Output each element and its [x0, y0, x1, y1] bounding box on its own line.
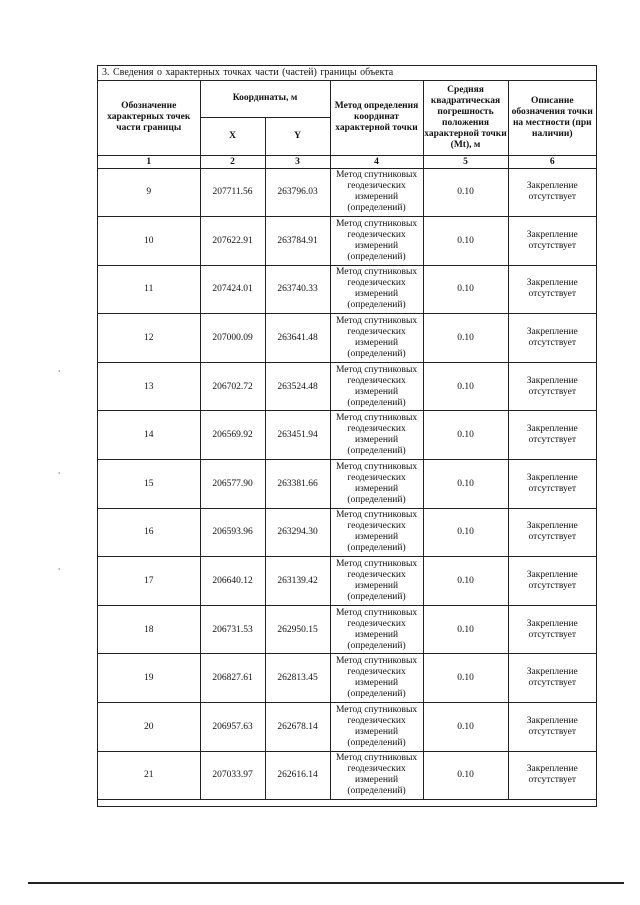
- cell-x: 206577.90: [200, 460, 265, 509]
- boundary-points-table: [98, 81, 596, 800]
- cell-description: Закрепление отсутствует: [508, 217, 596, 266]
- cell-point: 16: [98, 508, 200, 557]
- cell-method: Метод спутниковых геодезических измерений (определений): [330, 654, 423, 703]
- cell-error: 0.10: [423, 460, 508, 509]
- cell-method: Метод спутниковых геодезических измерений (определений): [330, 703, 423, 752]
- cell-error: 0.10: [423, 508, 508, 557]
- table-row: [98, 362, 596, 411]
- cell-y: 262950.15: [265, 605, 330, 654]
- column-number: 6: [508, 155, 596, 168]
- table-row: [98, 703, 596, 752]
- cell-x: 207622.91: [200, 217, 265, 266]
- cell-y: 263451.94: [265, 411, 330, 460]
- table-row: [98, 168, 596, 217]
- cell-x: 206593.96: [200, 508, 265, 557]
- cell-x: 207711.56: [200, 168, 265, 217]
- cell-x: 206569.92: [200, 411, 265, 460]
- header-x: X: [200, 117, 265, 155]
- cell-error: 0.10: [423, 703, 508, 752]
- cell-y: 263641.48: [265, 314, 330, 363]
- column-number: 1: [98, 155, 200, 168]
- boundary-points-section: [97, 65, 597, 807]
- scan-artifact-mark: ⸱: [58, 565, 61, 575]
- header-error: Средняя квадратическая погрешность положения характерной точки (Mt), м: [423, 81, 508, 155]
- cell-y: 262813.45: [265, 654, 330, 703]
- cell-method: Метод спутниковых геодезических измерений (определений): [330, 168, 423, 217]
- table-row: [98, 654, 596, 703]
- column-number: 4: [330, 155, 423, 168]
- cell-error: 0.10: [423, 751, 508, 800]
- cell-point: 13: [98, 362, 200, 411]
- cell-y: 262678.14: [265, 703, 330, 752]
- cell-error: 0.10: [423, 557, 508, 606]
- header-description: Описание обозначения точки на местности (при наличии): [508, 81, 596, 155]
- cell-x: 206957.63: [200, 703, 265, 752]
- cell-point: 14: [98, 411, 200, 460]
- cell-description: Закрепление отсутствует: [508, 751, 596, 800]
- cell-description: Закрепление отсутствует: [508, 703, 596, 752]
- cell-x: 207424.01: [200, 265, 265, 314]
- cell-error: 0.10: [423, 362, 508, 411]
- cell-point: 19: [98, 654, 200, 703]
- cell-method: Метод спутниковых геодезических измерений (определений): [330, 557, 423, 606]
- cell-error: 0.10: [423, 411, 508, 460]
- scan-artifact-mark: ⸱: [58, 367, 61, 377]
- cell-x: 206702.72: [200, 362, 265, 411]
- cell-x: 207033.97: [200, 751, 265, 800]
- cell-error: 0.10: [423, 217, 508, 266]
- cell-x: 206827.61: [200, 654, 265, 703]
- table-row: [98, 605, 596, 654]
- cell-description: Закрепление отсутствует: [508, 314, 596, 363]
- column-number: 5: [423, 155, 508, 168]
- cell-y: 263524.48: [265, 362, 330, 411]
- header-coordinates: Координаты, м: [200, 81, 330, 117]
- cell-y: 263784.91: [265, 217, 330, 266]
- cell-y: 263294.30: [265, 508, 330, 557]
- cell-point: 15: [98, 460, 200, 509]
- cell-y: 263796.03: [265, 168, 330, 217]
- table-row: [98, 411, 596, 460]
- cell-point: 9: [98, 168, 200, 217]
- cell-x: 206731.53: [200, 605, 265, 654]
- cell-error: 0.10: [423, 168, 508, 217]
- table-row: [98, 557, 596, 606]
- cell-method: Метод спутниковых геодезических измерений (определений): [330, 508, 423, 557]
- cell-description: Закрепление отсутствует: [508, 362, 596, 411]
- cell-description: Закрепление отсутствует: [508, 265, 596, 314]
- cell-error: 0.10: [423, 314, 508, 363]
- cell-description: Закрепление отсутствует: [508, 605, 596, 654]
- table-row: [98, 508, 596, 557]
- cell-error: 0.10: [423, 654, 508, 703]
- cell-method: Метод спутниковых геодезических измерений (определений): [330, 751, 423, 800]
- table-row: [98, 217, 596, 266]
- table-row: [98, 751, 596, 800]
- cell-point: 11: [98, 265, 200, 314]
- cell-y: 263381.66: [265, 460, 330, 509]
- table-row: [98, 460, 596, 509]
- cell-error: 0.10: [423, 265, 508, 314]
- cell-method: Метод спутниковых геодезических измерений (определений): [330, 265, 423, 314]
- cell-method: Метод спутниковых геодезических измерений (определений): [330, 460, 423, 509]
- cell-method: Метод спутниковых геодезических измерений (определений): [330, 605, 423, 654]
- cell-description: Закрепление отсутствует: [508, 168, 596, 217]
- table-row: [98, 314, 596, 363]
- header-method: Метод определения координат характерной точки: [330, 81, 423, 155]
- column-number: 2: [200, 155, 265, 168]
- cell-y: 262616.14: [265, 751, 330, 800]
- cell-point: 17: [98, 557, 200, 606]
- cell-description: Закрепление отсутствует: [508, 411, 596, 460]
- header-y: Y: [265, 117, 330, 155]
- cell-point: 18: [98, 605, 200, 654]
- scan-artifact-mark: ⸱: [58, 469, 61, 479]
- cell-error: 0.10: [423, 605, 508, 654]
- cell-method: Метод спутниковых геодезических измерений (определений): [330, 217, 423, 266]
- cell-description: Закрепление отсутствует: [508, 460, 596, 509]
- cell-x: 206640.12: [200, 557, 265, 606]
- cell-y: 263740.33: [265, 265, 330, 314]
- header-point-designation: Обозначение характерных точек части границы: [98, 81, 200, 155]
- cell-method: Метод спутниковых геодезических измерений (определений): [330, 411, 423, 460]
- cell-point: 12: [98, 314, 200, 363]
- cell-description: Закрепление отсутствует: [508, 508, 596, 557]
- cell-point: 21: [98, 751, 200, 800]
- column-number: 3: [265, 155, 330, 168]
- cell-method: Метод спутниковых геодезических измерений (определений): [330, 362, 423, 411]
- cell-method: Метод спутниковых геодезических измерений (определений): [330, 314, 423, 363]
- table-bottom-strip: [98, 800, 596, 806]
- table-body: [98, 168, 596, 800]
- cell-description: Закрепление отсутствует: [508, 654, 596, 703]
- cell-x: 207000.09: [200, 314, 265, 363]
- section-title: 3. Сведения о характерных точках части (частей) границы объекта: [98, 66, 596, 81]
- bottom-rule: [28, 882, 624, 884]
- cell-point: 10: [98, 217, 200, 266]
- table-row: [98, 265, 596, 314]
- cell-y: 263139.42: [265, 557, 330, 606]
- cell-point: 20: [98, 703, 200, 752]
- cell-description: Закрепление отсутствует: [508, 557, 596, 606]
